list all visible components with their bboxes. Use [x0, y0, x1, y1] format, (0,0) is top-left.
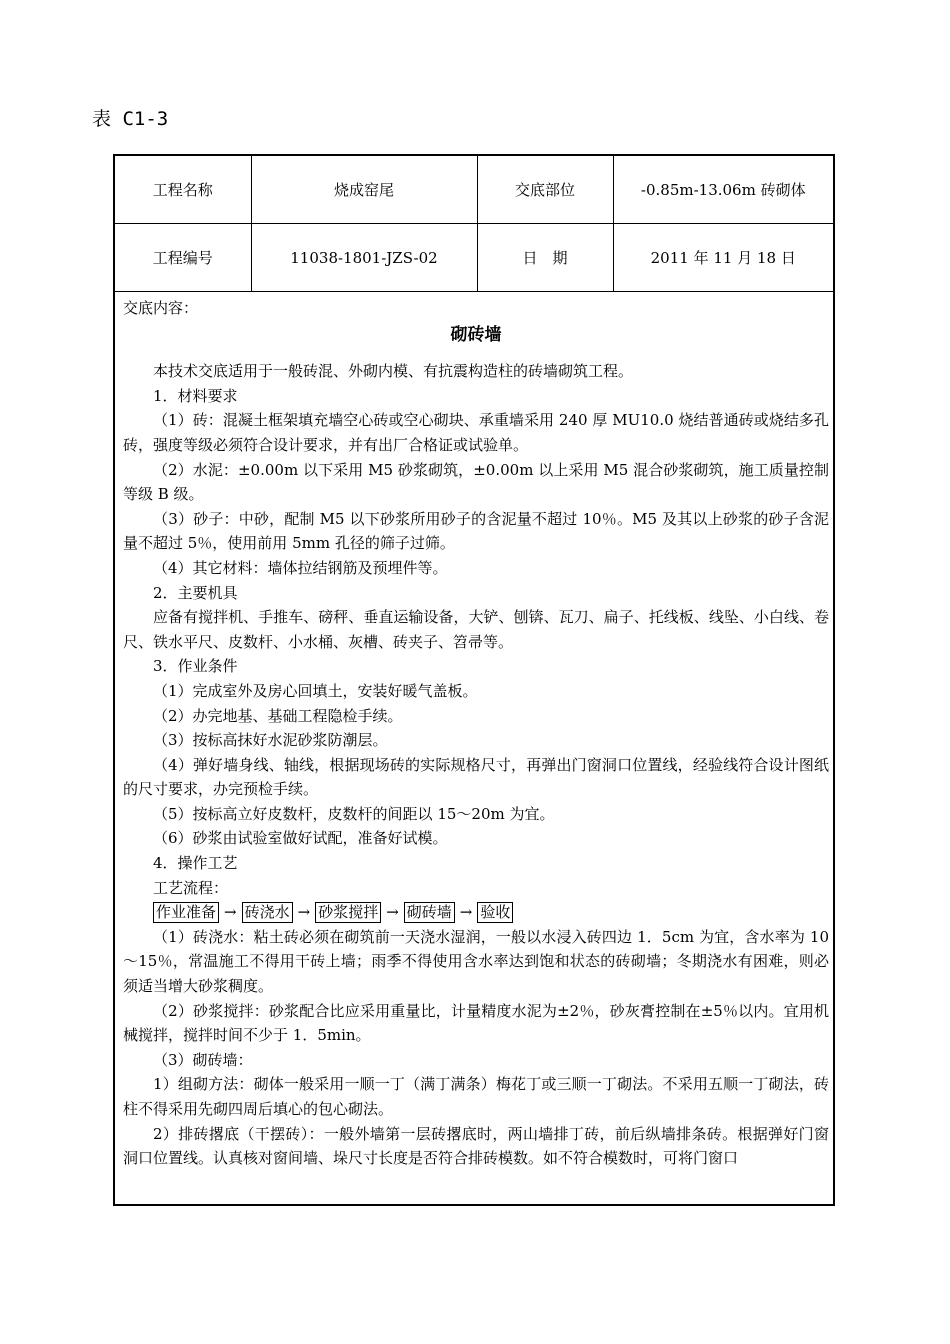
content-title: 砌砖墙 [450, 324, 502, 345]
section-heading: 3．作业条件 [153, 657, 238, 676]
flow-step-prepare: 作业准备 [153, 902, 219, 923]
project-name-label: 工程名称 [115, 156, 251, 224]
header-table [115, 156, 833, 292]
header-row-project-name [115, 156, 833, 224]
project-name-value: 烧成窑尾 [251, 156, 477, 224]
flow-step-water-bricks: 砖浇水 [242, 902, 293, 923]
paragraph: （3）按标高抹好水泥砂浆防潮层。 [153, 731, 388, 750]
paragraph: 工艺流程： [153, 878, 229, 897]
arrow-icon: → [459, 903, 473, 922]
arrow-icon: → [224, 903, 237, 922]
date-value: 2011 年 11 月 18 日 [613, 224, 833, 292]
form-number: 表 C1-3 [92, 108, 169, 130]
section-heading: 2．主要机具 [153, 583, 238, 602]
paragraph: （3）砌砖墙： [153, 1050, 253, 1069]
project-number-value: 11038-1801-JZS-02 [251, 224, 477, 292]
content-label: 交底内容： [123, 299, 199, 317]
paragraph: （2）砂浆搅拌：砂浆配合比应采用重量比，计量精度水泥为±2％，砂灰膏控制在±5％以内。宜用机械搅拌，搅拌时间不少于 1．5min。 [123, 1001, 829, 1045]
paragraph: （1）完成室外及房心回填土，安装好暖气盖板。 [153, 681, 478, 700]
paragraph: （4）弹好墙身线、轴线，根据现场砖的实际规格尺寸，再弹出门窗洞口位置线，经验线符合设计图纸的尺寸要求，办完预检手续。 [123, 755, 829, 799]
paragraph: （4）其它材料：墙体拉结钢筋及预埋件等。 [153, 558, 448, 577]
paragraph: 本技术交底适用于一般砖混、外砌内模、有抗震构造柱的砖墙砌筑工程。 [153, 362, 634, 381]
paragraph: 1）组砌方法：砌体一般采用一顺一丁（满丁满条）梅花丁或三顺一丁砌法。不采用五顺一丁砌法，砖柱不得采用先砌四周后填心的包心砌法。 [123, 1075, 829, 1118]
project-number-label: 工程编号 [115, 224, 251, 292]
disclosure-form [113, 154, 835, 1206]
section-heading: 4．操作工艺 [153, 854, 238, 873]
paragraph: （2）水泥：±0.00m 以下采用 M5 砂浆砌筑，±0.00m 以上采用 M5 混合砂浆砌筑，施工质量控制等级 B 级。 [123, 460, 829, 504]
flow-step-lay-bricks: 砌砖墙 [404, 902, 455, 923]
disclosure-location-label: 交底部位 [477, 156, 613, 224]
section-heading: 1．材料要求 [153, 386, 238, 405]
paragraph: （1）砖：混凝土框架填充墙空心砖或空心砌块、承重墙采用 240 厚 MU10.0 烧结普通砖或烧结多孔砖，强度等级必须符合设计要求，并有出厂合格证或试验单。 [123, 411, 829, 454]
paragraph: （5）按标高立好皮数杆，皮数杆的间距以 15～20m 为宜。 [153, 804, 555, 823]
paragraph: （2）办完地基、基础工程隐检手续。 [153, 706, 403, 725]
disclosure-content [123, 296, 829, 1171]
arrow-icon: → [386, 903, 399, 922]
flow-step-acceptance: 验收 [477, 902, 513, 923]
date-label: 日 期 [477, 224, 613, 292]
flow-step-mix-mortar: 砂浆搅拌 [315, 902, 381, 923]
disclosure-location-value: -0.85m-13.06m 砖砌体 [613, 156, 833, 224]
arrow-icon: → [297, 903, 311, 922]
header-row-project-number [115, 224, 833, 292]
paragraph: （6）砂浆由试验室做好试配，准备好试模。 [153, 829, 448, 848]
paragraph: 2）排砖撂底（干摆砖）：一般外墙第一层砖撂底时，两山墙排丁砖，前后纵墙排条砖。根据弹好门窗洞口位置线。认真核对窗间墙、垛尺寸长度是否符合排砖模数。如不符合模数时，可将门窗口 [123, 1124, 829, 1168]
paragraph: （1）砖浇水：粘土砖必须在砌筑前一天浇水湿润，一般以水浸入砖四边 1．5cm 为宜，含水率为 10～15％，常温施工不得用干砖上墙；雨季不得使用含水率达到饱和状态的砖砌墙；冬期浇水有困难，则必须适当增大砂浆稠度。 [123, 927, 829, 996]
paragraph: 应备有搅拌机、手推车、磅秤、垂直运输设备，大铲、刨锛、瓦刀、扁子、托线板、线坠、小白线、卷尺、铁水平尺、皮数杆、小水桶、灰槽、砖夹子、笤帚等。 [123, 608, 829, 651]
process-flow [123, 900, 829, 925]
paragraph: （3）砂子：中砂，配制 M5 以下砂浆所用砂子的含泥量不超过 10％。M5 及其以上砂浆的砂子含泥量不超过 5％，使用前用 5mm 孔径的筛子过筛。 [123, 509, 829, 553]
